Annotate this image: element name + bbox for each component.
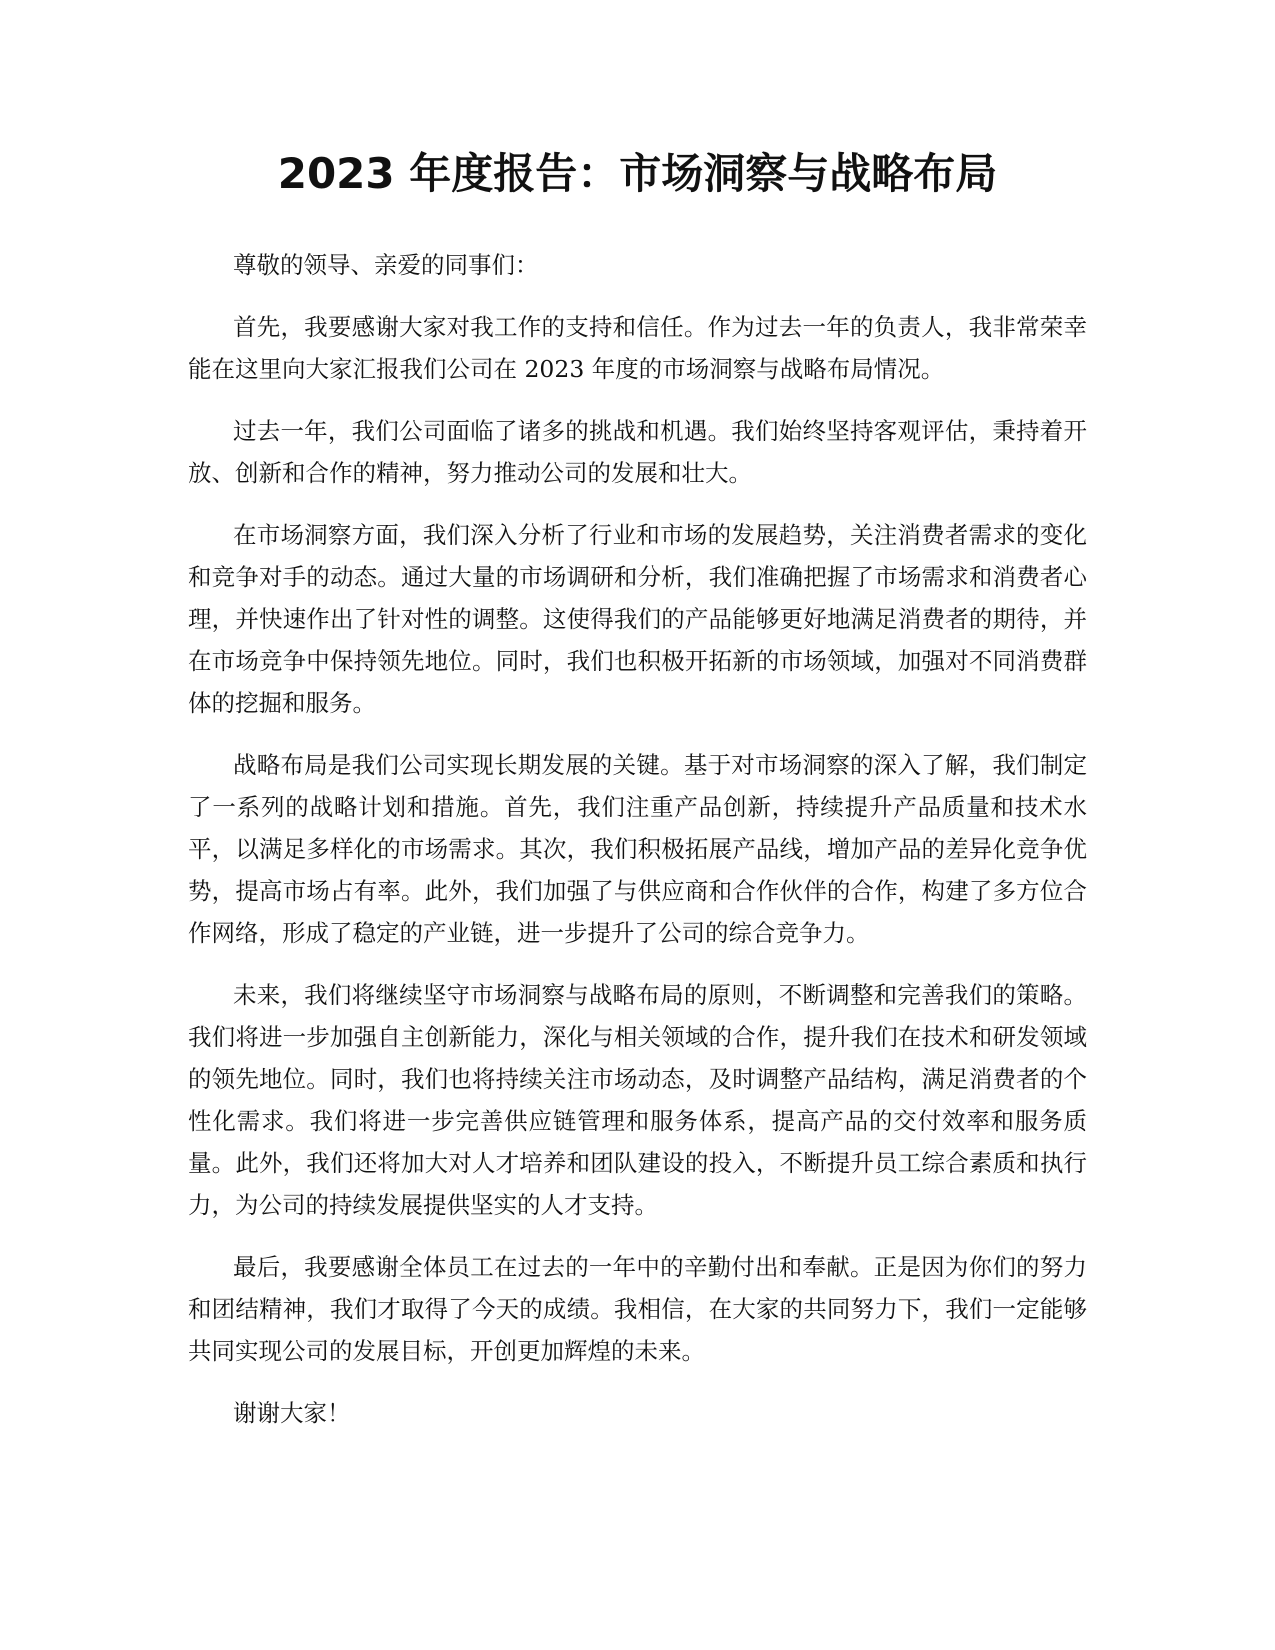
closing-paragraph: 谢谢大家！ [233,1399,351,1427]
body-paragraph: 未来，我们将继续坚守市场洞察与战略布局的原则，不断调整和完善我们的策略。我们将进一步加强自主创新能力，深化与相关领域的合作，提升我们在技术和研发领域的领先地位。同时，我们也将持续关注市场动态，及时调整产品结构，满足消费者的个性化需求。我们将进一步完善供应链管理和服务体系，提高产品的交付效率和服务质量。此外，我们还将加大对人才培养和团队建设的投入，不断提升员工综合素质和执行力，为公司的持续发展提供坚实的人才支持。 [188,981,1087,1219]
body-paragraph: 最后，我要感谢全体员工在过去的一年中的辛勤付出和奉献。正是因为你们的努力和团结精神，我们才取得了今天的成绩。我相信，在大家的共同努力下，我们一定能够共同实现公司的发展目标，开创更加辉煌的未来。 [188,1253,1087,1365]
body-paragraph: 过去一年，我们公司面临了诸多的挑战和机遇。我们始终坚持客观评估，秉持着开放、创新和合作的精神，努力推动公司的发展和壮大。 [188,417,1087,487]
body-paragraph: 在市场洞察方面，我们深入分析了行业和市场的发展趋势，关注消费者需求的变化和竞争对手的动态。通过大量的市场调研和分析，我们准确把握了市场需求和消费者心理，并快速作出了针对性的调整。这使得我们的产品能够更好地满足消费者的期待，并在市场竞争中保持领先地位。同时，我们也积极开拓新的市场领域，加强对不同消费群体的挖掘和服务。 [188,521,1087,717]
body-paragraph: 首先，我要感谢大家对我工作的支持和信任。作为过去一年的负责人，我非常荣幸能在这里向大家汇报我们公司在 2023 年度的市场洞察与战略布局情况。 [188,313,1087,383]
body-paragraph: 战略布局是我们公司实现长期发展的关键。基于对市场洞察的深入了解，我们制定了一系列的战略计划和措施。首先，我们注重产品创新，持续提升产品质量和技术水平，以满足多样化的市场需求。其次，我们积极拓展产品线，增加产品的差异化竞争优势，提高市场占有率。此外，我们加强了与供应商和合作伙伴的合作，构建了多方位合作网络，形成了稳定的产业链，进一步提升了公司的综合竞争力。 [188,751,1087,947]
greeting-paragraph: 尊敬的领导、亲爱的同事们： [233,251,539,279]
document-body [188,244,1087,1454]
document-title: 2023 年度报告：市场洞察与战略布局 [277,149,998,198]
